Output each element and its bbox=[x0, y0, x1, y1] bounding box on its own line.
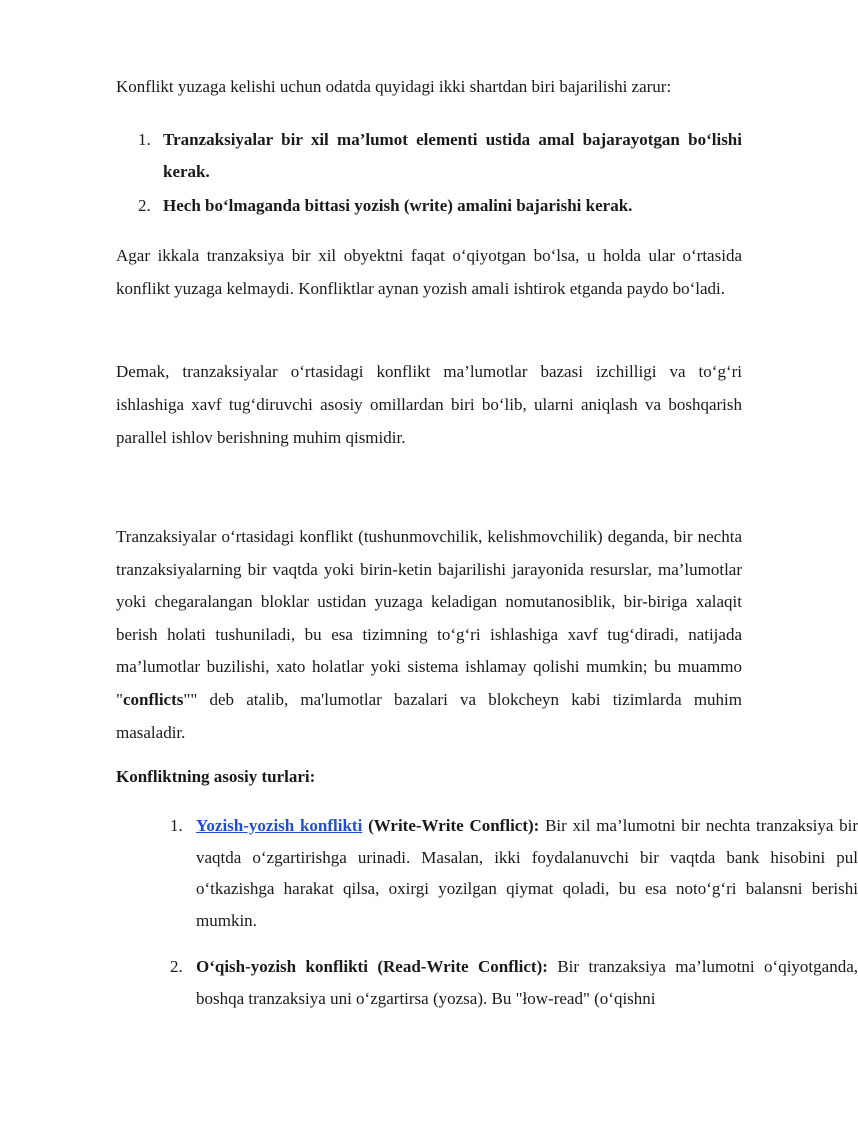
body-paragraph: Agar ikkala tranzaksiya bir xil obyektni faqat o‘qiyotgan bo‘lsa, u holda ular o‘rtasida konflikt yuzaga kelmaydi. Konfliktlar aynan yozish amali ishtirok etganda paydo bo‘ladi. bbox=[116, 246, 742, 298]
list-item bbox=[160, 810, 858, 936]
paragraph-text: Tranzaksiyalar o‘rtasidagi konflikt (tushunmovchilik, kelishmovchilik) deganda, bir nechta tranzaksiyalarning bir vaqtda yoki birin-ketin bajarilishi jarayonida resurslar, ma’lumotlar yoki chegaralangan bloklar ustidan yuzaga keladigan nomutanosiblik, bir-biriga xalaqit berish holati tushuniladi, bu esa tizimning to‘g‘ri ishlashiga xavf tug‘diradi, natijada ma’lumotlar buzilishi, xato holatlar yoki sistema ishlamay qolishi mumkin; bu muammo bbox=[116, 527, 742, 677]
conflict-type-name: (Write-Write Conflict): bbox=[362, 816, 540, 835]
list-item bbox=[116, 124, 742, 188]
list-number: 2. bbox=[138, 196, 151, 215]
section-heading: Konfliktning asosiy turlari: bbox=[116, 767, 316, 786]
conditions-list bbox=[116, 124, 742, 222]
quote-mark: "" bbox=[183, 689, 198, 709]
list-item bbox=[160, 951, 858, 1014]
bold-term: conflicts bbox=[122, 689, 184, 709]
paragraph-text: deb atalib, ma'lumotlar bazalari va blokcheyn kabi tizimlarda muhim masaladir. bbox=[116, 689, 742, 742]
list-number: 1. bbox=[138, 130, 151, 149]
conflict-type-name: O‘qish-yozish konflikti (Read-Write Conflict): bbox=[196, 957, 548, 976]
body-paragraph: Demak, tranzaksiyalar o‘rtasidagi konflikt ma’lumotlar bazasi izchilligi va to‘g‘ri ishlashiga xavf tug‘diruvchi asosiy omillardan biri bo‘lib, ularni aniqlash va boshqarish parallel ishlov berishning muhim qismidir. bbox=[116, 362, 742, 447]
conflict-type-description: Bir xil ma’lumotni bir nechta tranzaksiya bir vaqtda o‘zgartirishga urinadi. Masalan, ikki foydalanuvchi bir vaqtda bank hisobini pul o‘tkazishga harakat qilsa, oxirgi yozilgan qiymat qoladi, bu esa noto‘g‘ri balansni berishi mumkin. bbox=[196, 816, 858, 930]
conflict-type-description: Bir tranzaksiya ma’lumotni o‘qiyotganda, boshqa tranzaksiya uni o‘zgartirsa (yozsa). Bu "łow-read" (o‘qishni bbox=[196, 957, 858, 1008]
list-number: 2. bbox=[170, 957, 183, 976]
quote-mark: " bbox=[116, 689, 123, 709]
list-item-text: Tranzaksiyalar bir xil ma’lumot elementi ustida amal bajarayotgan bo‘lishi kerak. bbox=[163, 130, 742, 181]
definition-paragraph bbox=[116, 521, 742, 749]
list-number: 1. bbox=[170, 816, 183, 835]
list-item-text: Hech bo‘lmaganda bittasi yozish (write) amalini bajarishi kerak. bbox=[163, 196, 633, 215]
intro-paragraph: Konflikt yuzaga kelishi uchun odatda quyidagi ikki shartdan biri bajarilishi zarur: bbox=[116, 77, 672, 96]
list-item bbox=[116, 190, 742, 222]
conflict-type-link[interactable]: Yozish-yozish konflikti bbox=[196, 816, 363, 835]
